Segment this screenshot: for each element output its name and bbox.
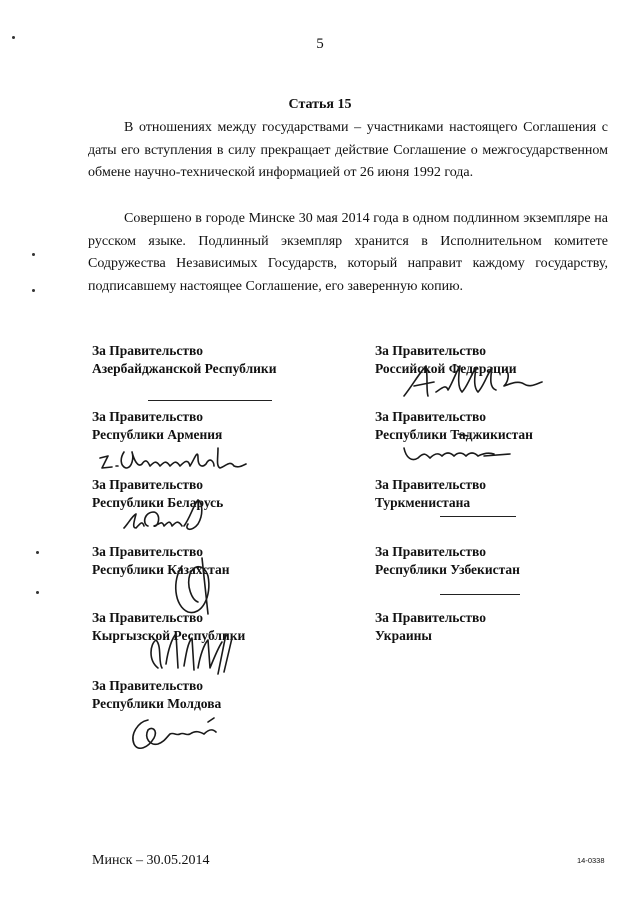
margin-speck [32, 289, 35, 292]
signatory-heading: За Правительство [92, 544, 203, 559]
signatory-country: Республики Узбекистан [375, 561, 520, 577]
signature-kyrgyzstan [140, 628, 244, 680]
signatory-heading: За Правительство [375, 610, 486, 625]
signatory-heading: За Правительство [92, 343, 203, 358]
signatory-country: Российской Федерации [375, 360, 517, 376]
footer-place-date: Минск – 30.05.2014 [92, 853, 210, 868]
signature-russia [398, 362, 548, 402]
signatory-country: Туркменистана [375, 494, 471, 510]
signatory-heading: За Правительство [375, 544, 486, 559]
signatory-uzbekistan [375, 543, 520, 578]
signature-line [148, 400, 272, 401]
article-paragraph-2: Совершено в городе Минске 30 мая 2014 года в одном подлинном экземпляре на русском языке. Подлинный экземпляр хранится в Исполнительном комитете Содружества Независимых Государств, который направит каждому государству, подписавшему настоящее Соглашение, его заверенную копию. [88, 211, 608, 294]
signatory-country: Республики Армения [92, 426, 223, 442]
signature-belarus [118, 494, 218, 542]
signatory-heading: За Правительство [375, 343, 486, 358]
signatory-country: Республики Молдова [92, 695, 222, 711]
article-title: Статья 15 [288, 97, 352, 112]
signatory-armenia [92, 408, 222, 443]
page-number: 5 [316, 36, 324, 52]
signature-armenia [94, 444, 254, 476]
margin-speck [32, 253, 35, 256]
signature-tajikistan [398, 428, 518, 468]
signatory-ukraine [375, 609, 486, 644]
signatory-country: Республики Беларусь [92, 494, 224, 510]
signatory-heading: За Правительство [375, 409, 486, 424]
signatory-country: Республики Таджикистан [375, 426, 533, 442]
signature-line [440, 516, 516, 517]
signatory-country: Республики Казахстан [92, 561, 230, 577]
signatory-country: Азербайджанской Республики [92, 360, 277, 376]
margin-speck [36, 591, 39, 594]
signature-moldova [126, 712, 226, 758]
signatory-heading: За Правительство [92, 678, 203, 693]
signatory-azerbaijan [92, 342, 277, 377]
article-paragraph-1: В отношениях между государствами – участниками настоящего Соглашения с даты его вступления в силу прекращает действие Соглашение о межгосударственном обмене научно-технической информацией от 26 июня 1992 года. [88, 120, 608, 180]
signatory-country: Украины [375, 627, 432, 643]
signatory-heading: За Правительство [92, 610, 203, 625]
document-code: 14-0338 [577, 856, 605, 865]
signatory-heading: За Правительство [375, 477, 486, 492]
signatory-moldova [92, 677, 221, 712]
signatory-heading: За Правительство [92, 477, 203, 492]
signatory-heading: За Правительство [92, 409, 203, 424]
signatory-country: Кыргызской Республики [92, 627, 246, 643]
margin-speck [36, 551, 39, 554]
signatory-turkmenistan [375, 476, 486, 511]
signature-line [440, 594, 520, 595]
